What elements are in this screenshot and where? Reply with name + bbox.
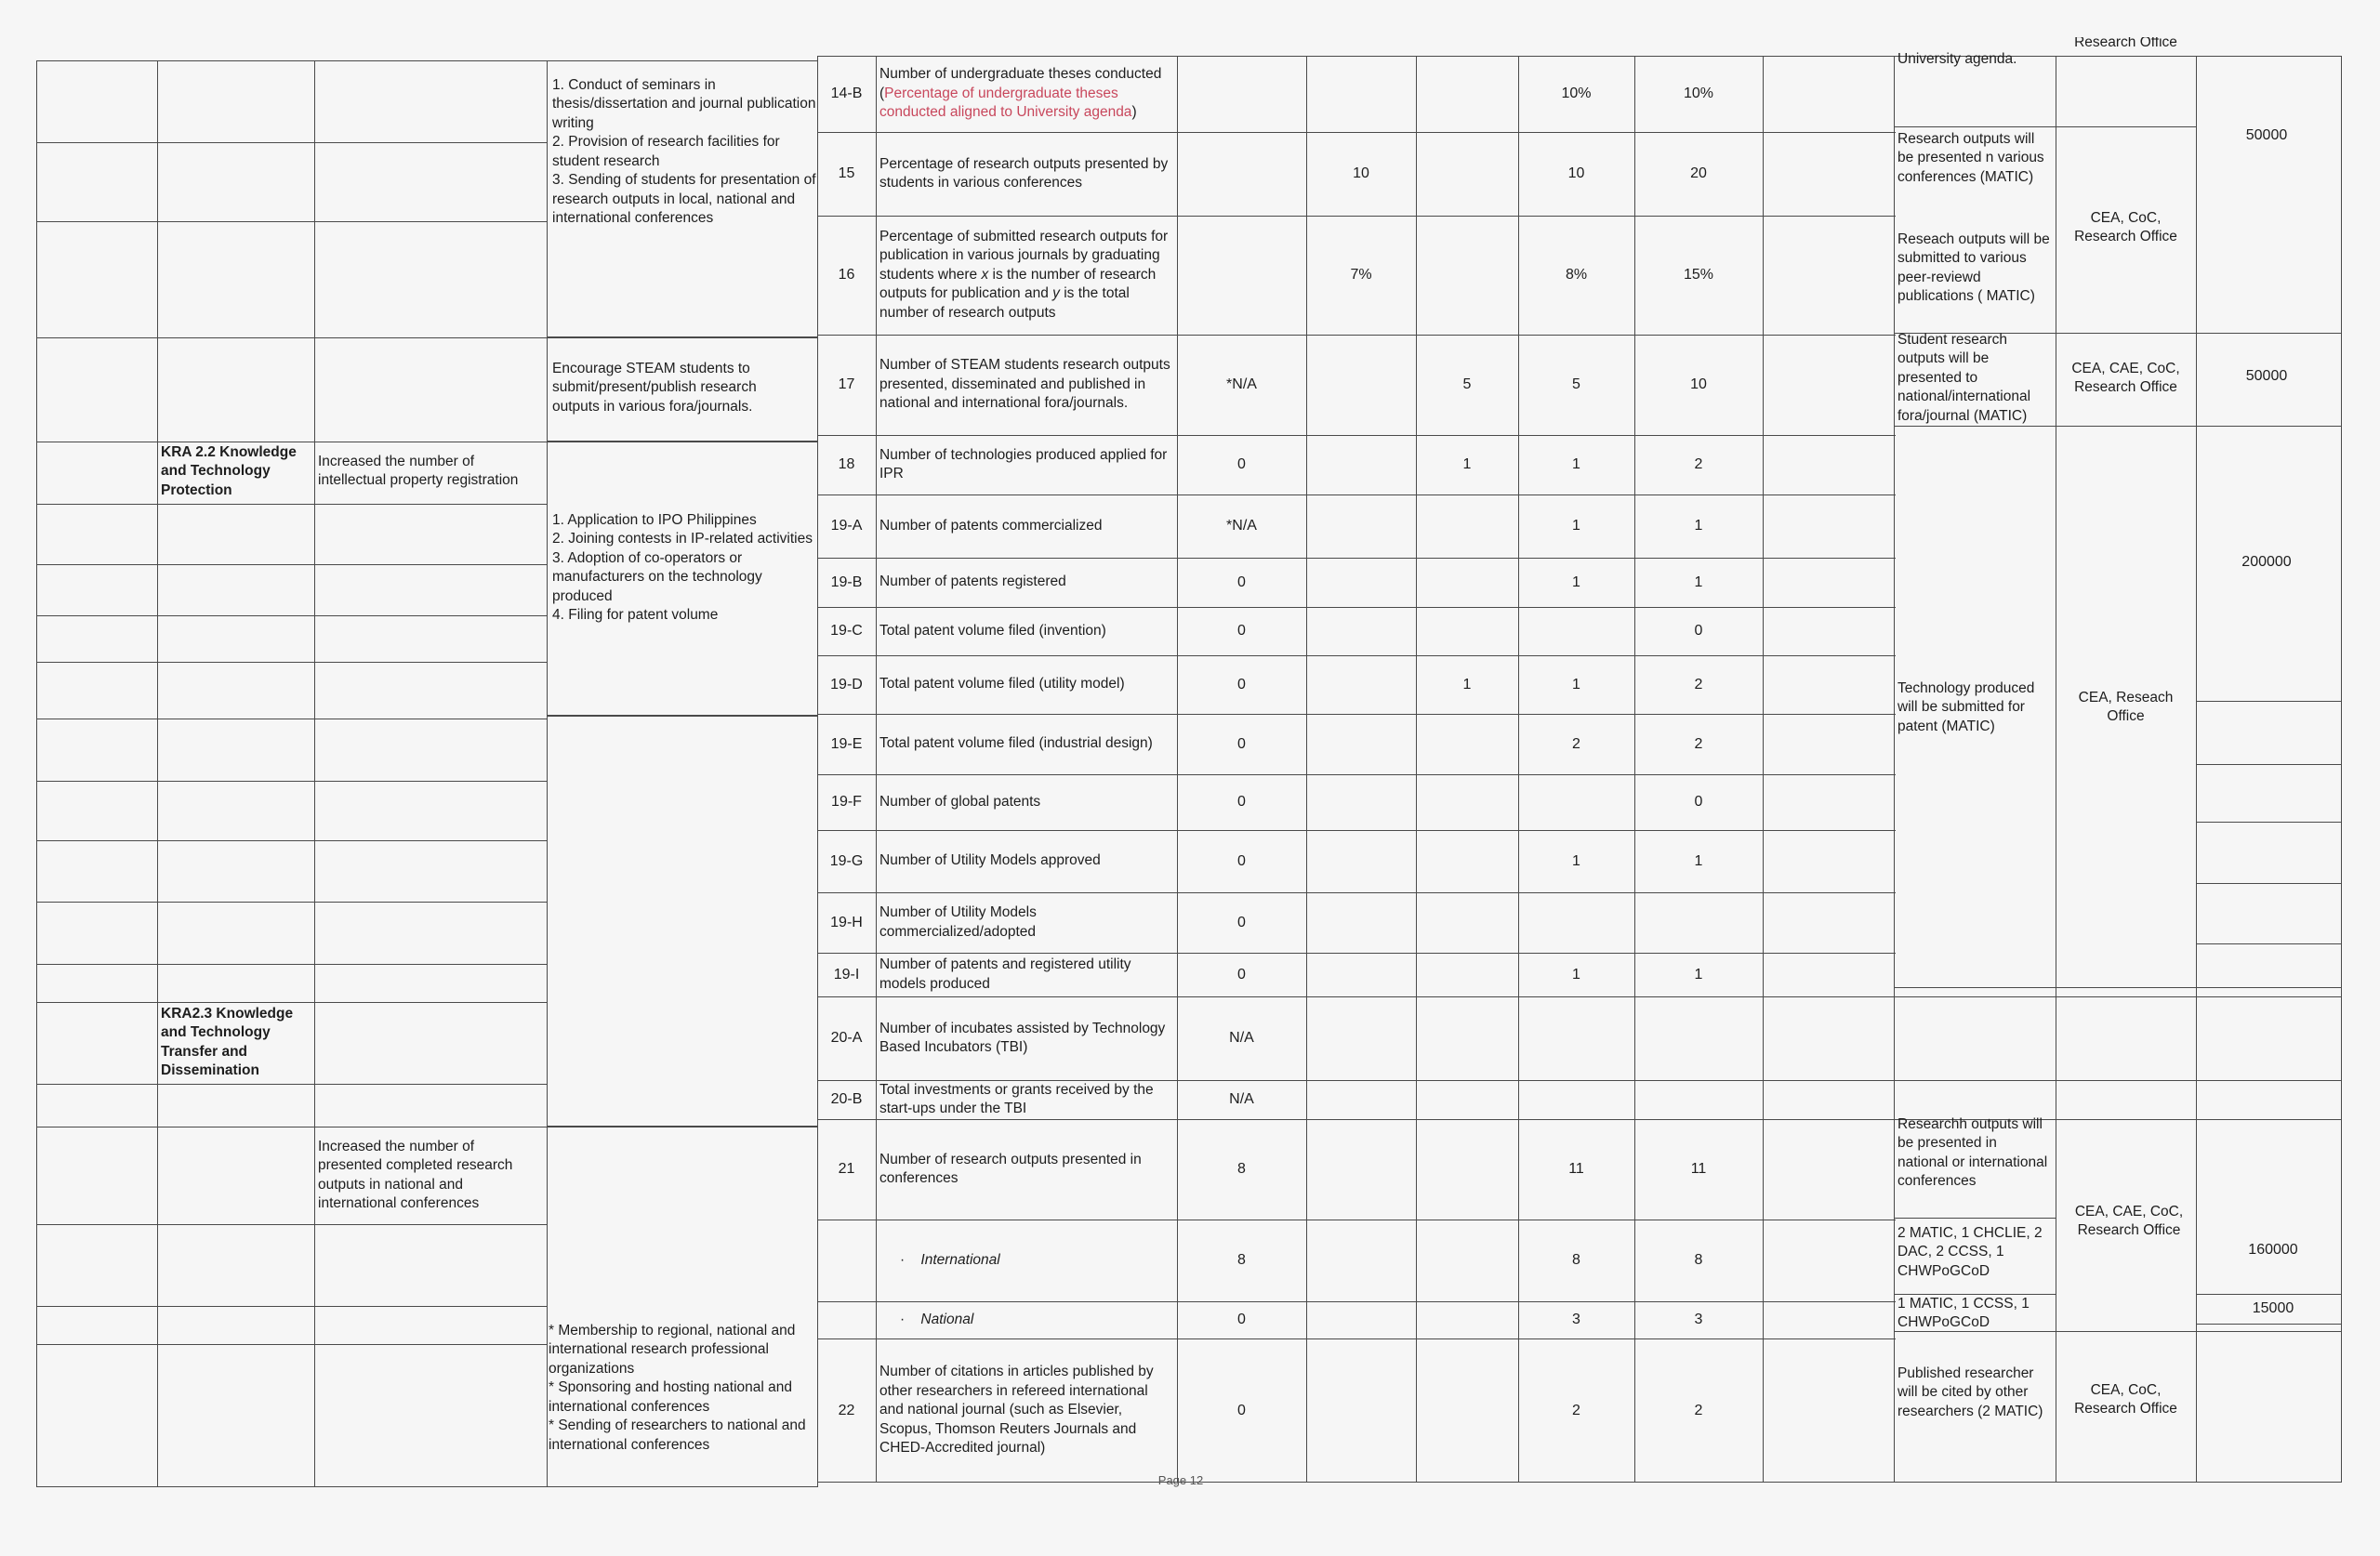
row-indicator: Number of patents and registered utility models produced [879,956,1131,992]
row-indicator: Number of incubates assisted by Technology Based Incubators (TBI) [879,1020,1166,1055]
row-indicator: Percentage of research outputs presented by students in various conferences [879,155,1169,191]
row-value-y4: 2 [1694,735,1703,752]
row-value-baseline: 0 [1237,914,1246,930]
row-indicator: Number of undergraduate theses conducted (Percentage of undergraduate theses conducted aligned to University agenda) [879,66,1162,121]
row-id: 19-G [829,852,864,869]
row-value-y4: 20 [1690,165,1707,181]
row-id: 19-F [831,794,862,810]
office-17: CEA, CAE, CoC, Research Office [2071,361,2180,396]
row-value-y4: 2 [1694,456,1703,472]
left-table [36,60,548,1487]
row-id: 17 [838,376,855,392]
row-value-y4: 2 [1694,676,1703,692]
row-indicator: Total investments or grants received by the start-ups under the TBI [879,1081,1154,1116]
remark-17: Student research outputs will be presented to national/international fora/journal (MATIC) [1897,332,2031,424]
row-indicator: Number of Utility Models commercialized/adopted [879,904,1037,940]
row-id: 20-B [830,1091,863,1107]
row-value-y1: 10 [1353,165,1369,181]
row-value-y4: 0 [1694,623,1703,639]
objective-ip: Increased the number of intellectual property registration [318,454,519,489]
row-value-y3: 10% [1561,86,1592,101]
row-value-baseline: 8 [1237,1252,1246,1268]
row-value-y3: 1 [1572,518,1580,534]
strategy-4: * Membership to regional, national and international research professional organizations * Sponsoring and hosting national and international conferences * Sending of researchers to national and international conferences [549,1323,806,1453]
row-indicator: Number of patents registered [879,574,1066,590]
row-id: 19-D [830,676,863,692]
row-value-y4: 1 [1694,518,1703,534]
row-value-y3: 1 [1572,966,1580,982]
row-value-y4: 8 [1694,1252,1703,1268]
row-value-y3: 1 [1572,676,1580,692]
row-value-y4: 0 [1694,794,1703,810]
remark-15: Research outputs will be presented n various conferences (MATIC) [1897,131,2044,185]
row-value-y2: 1 [1462,676,1472,692]
budget-2: 50000 [2245,368,2288,384]
row-id: 19-C [830,623,863,639]
row-value-y4: 15% [1683,267,1714,283]
row-value-baseline: *N/A [1226,376,1257,392]
row-indicator: Number of citations in articles published by other researchers in refereed international and national journal (such as Elsevier, Scopus, Thomson Reuters Journals and CHED-Accredited journal) [879,1364,1154,1457]
remark-21: Researchh outputs will be presented in national or international conferences [1897,1116,2048,1190]
row-value-y3: 2 [1572,735,1580,752]
row-value-y4: 2 [1694,1402,1703,1418]
row-id: 19-E [830,735,863,752]
row-indicator: Number of global patents [879,793,1041,810]
row-id: 21 [838,1161,855,1177]
row-id: 19-H [830,914,863,930]
row-value-y4: 1 [1694,574,1703,590]
row-id: 18 [838,456,855,472]
row-value-baseline: 8 [1237,1161,1246,1177]
row-value-y3: 5 [1572,376,1580,392]
kra-2-2: KRA 2.2 Knowledge and Technology Protection [161,444,297,498]
row-indicator: · National [900,1311,974,1327]
row-value-y4: 1 [1694,852,1703,869]
row-value-y4: 11 [1690,1161,1707,1177]
row-indicator: Percentage of submitted research outputs for publication in various journals by graduating students where x is the number of research outputs for publication and y is the total number of research outputs [879,228,1169,321]
objective-presented: Increased the number of presented completed research outputs in national and international conferences [318,1139,513,1212]
remark-21-international: 2 MATIC, 1 CHCLIE, 2 DAC, 2 CCSS, 1 CHWPoGCoD [1897,1225,2043,1279]
office-19: CEA, Reseach Office [2078,690,2174,725]
row-value-y3: 11 [1568,1161,1584,1177]
row-id: 19-B [830,574,863,590]
remark-14b: University agenda. [1897,51,2017,67]
budget-3: 200000 [2241,554,2292,570]
row-value-baseline: N/A [1229,1091,1254,1107]
office-15-16: CEA, CoC, Research Office [2074,210,2177,245]
row-value-baseline: 0 [1237,735,1246,752]
row-value-y3: 3 [1572,1312,1580,1327]
row-value-y1: 7% [1350,267,1372,283]
row-value-baseline: *N/A [1226,518,1257,534]
row-indicator: Number of patents commercialized [879,517,1103,534]
row-value-y4: 1 [1694,966,1703,982]
row-value-y2: 5 [1462,376,1472,392]
row-value-y3: 10 [1567,165,1585,181]
row-id: 16 [838,267,855,283]
row-id: 14-B [830,86,863,101]
row-value-baseline: 0 [1237,676,1246,692]
row-value-baseline: 0 [1237,966,1246,982]
row-id: 22 [838,1402,855,1418]
row-value-y3: 2 [1572,1402,1580,1418]
strategy-2: Encourage STEAM students to submit/present/publish research outputs in various fora/journals. [552,361,757,415]
row-value-baseline: 0 [1237,1402,1246,1418]
row-indicator: Total patent volume filed (invention) [879,622,1106,639]
strategy-3: 1. Application to IPO Philippines 2. Joining contests in IP-related activities 3. Adoption of co-operators or manufacturers on the technology produced 4. Filing for patent volume [552,512,813,624]
row-value-y3: 8 [1572,1252,1580,1268]
remark-16: Reseach outputs will be submitted to various peer-reviewd publications ( MATIC) [1897,231,2050,305]
row-value-y3: 1 [1572,574,1580,590]
row-id: 19-A [830,518,863,534]
budget-4: 160000 [2248,1242,2298,1258]
row-id: 20-A [830,1030,863,1046]
row-indicator: Total patent volume filed (utility model) [879,676,1125,692]
row-id: 15 [838,165,855,181]
row-indicator: Number of technologies produced applied for IPR [879,446,1168,481]
office-21: CEA, CAE, CoC, Research Office [2074,1204,2184,1239]
row-value-baseline: 0 [1237,623,1246,639]
remark-21-national: 1 MATIC, 1 CCSS, 1 CHWPoGCoD [1897,1296,2030,1331]
office-top: Research Office [2074,37,2177,50]
strategy-1: 1. Conduct of seminars in thesis/dissertation and journal publication writing 2. Provision of research facilities for student research 3. Sending of students for presentation of research outputs in local, national and international conferences [552,76,822,225]
page-number: Page 12 [1157,1473,1204,1487]
row-id: 19-I [833,966,860,982]
office-22: CEA, CoC, Research Office [2074,1382,2177,1418]
row-value-y2: 1 [1462,456,1472,472]
budget-1: 50000 [2245,127,2288,143]
row-indicator: Number of STEAM students research outputs presented, disseminated and published in national and international fora/journals. [879,357,1170,412]
row-value-y4: 10% [1683,86,1714,101]
row-value-y3: 8% [1565,267,1588,283]
row-value-y4: 10 [1690,376,1707,392]
row-value-y4: 3 [1694,1312,1703,1327]
row-value-baseline: 0 [1237,574,1246,590]
row-indicator: Total patent volume filed (industrial design) [879,735,1153,752]
row-value-baseline: N/A [1229,1030,1254,1046]
budget-5: 15000 [2252,1300,2294,1316]
row-value-y3: 1 [1572,852,1580,869]
row-indicator: Number of research outputs presented in conferences [879,1151,1142,1186]
row-value-baseline: 0 [1237,1312,1246,1327]
row-value-y3: 1 [1572,456,1580,472]
row-value-baseline: 0 [1237,794,1246,810]
remark-22: Published researcher will be cited by other researchers (2 MATIC) [1897,1365,2043,1419]
kra-2-3: KRA2.3 Knowledge and Technology Transfer and Dissemination [161,1006,294,1079]
row-value-baseline: 0 [1237,852,1246,869]
row-indicator: Number of Utility Models approved [879,852,1101,869]
remark-19: Technology produced will be submitted for patent (MATIC) [1897,680,2035,734]
row-value-baseline: 0 [1237,456,1246,472]
row-indicator: · International [900,1251,1000,1268]
